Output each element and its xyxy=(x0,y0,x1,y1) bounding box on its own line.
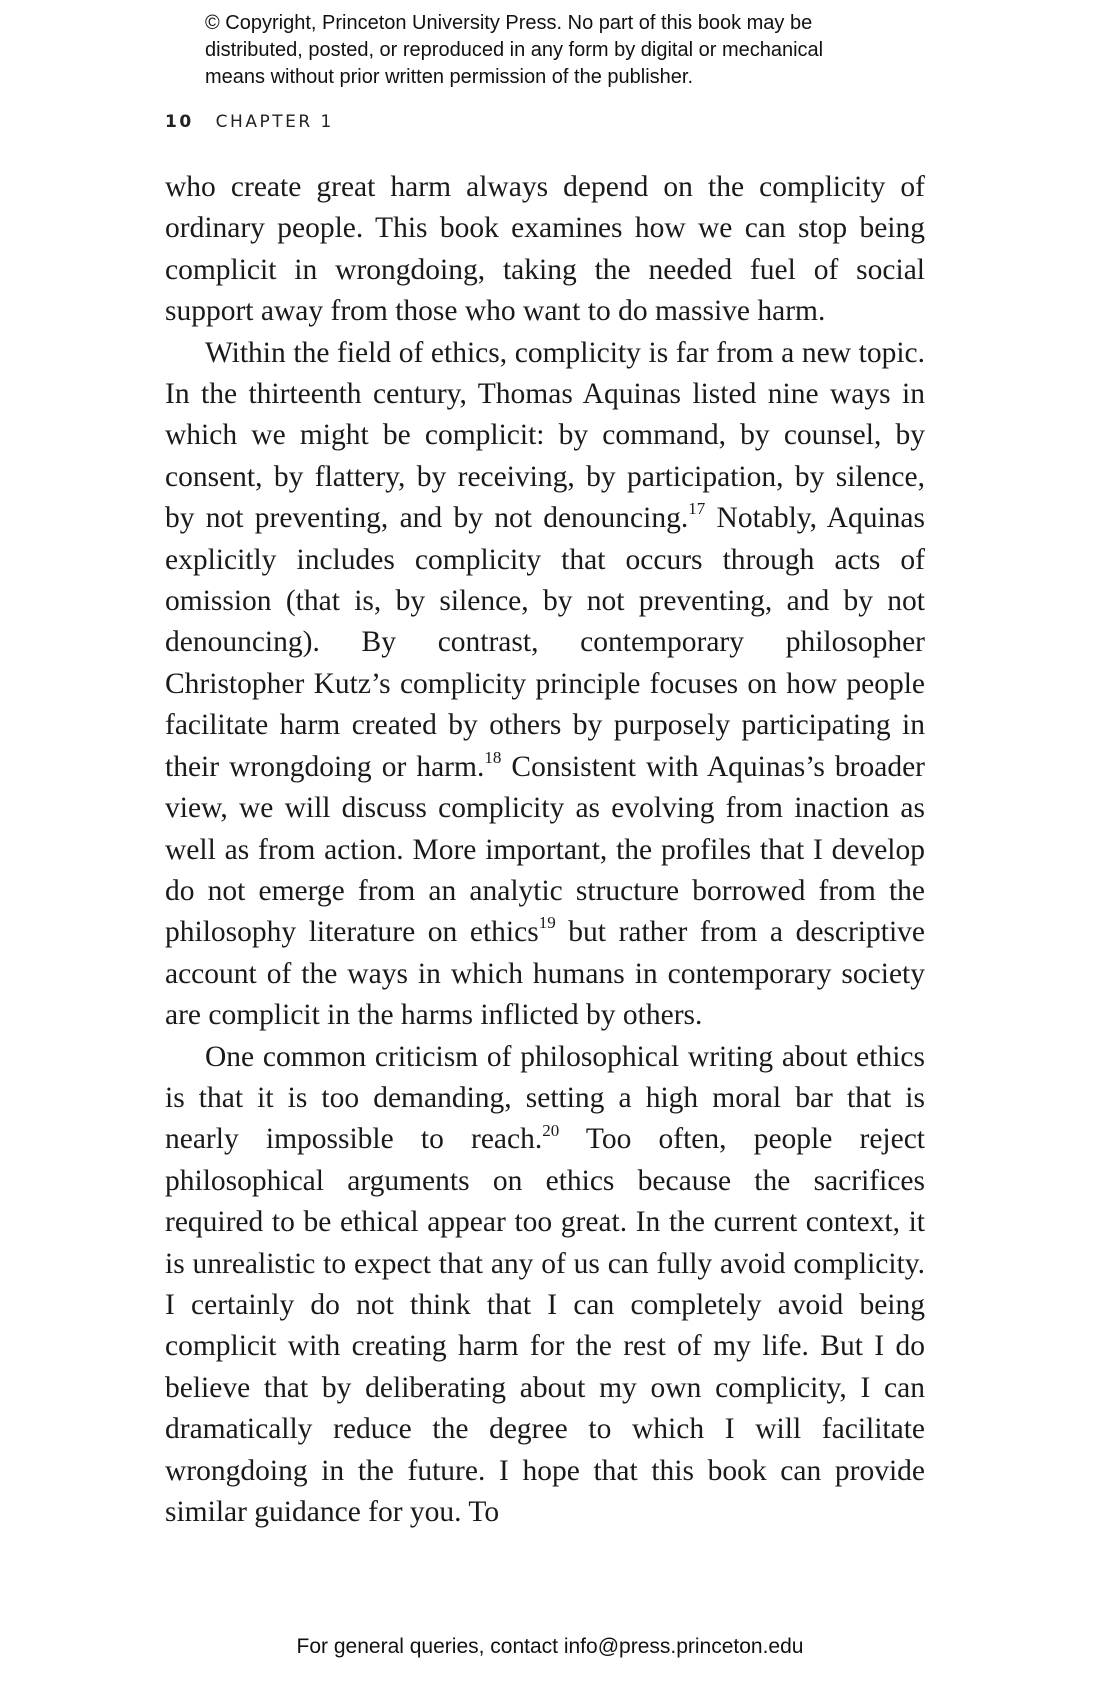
footnote-ref-17[interactable]: 17 xyxy=(688,499,706,519)
running-head xyxy=(165,112,334,132)
footer-contact: For general queries, contact info@press.princeton.edu xyxy=(296,1635,804,1658)
footnote-ref-20[interactable]: 20 xyxy=(542,1120,560,1140)
page-number: 10 xyxy=(165,112,194,132)
paragraph-3 xyxy=(165,1037,925,1534)
paragraph-3-segment-2: Too often, people reject philosophical arguments on ethics because the sacrifices required to be ethical appear too great. In the current context, it is unrealistic to expect that any of us can fully avoid complicity. I certainly do not think that I can completely avoid being complicit with creating harm for the rest of my life. But I do believe that by deliberating about my own complicity, I can dramatically reduce the degree to which I will facilitate wrongdoing in the future. I hope that this book can provide similar guidance for you. To xyxy=(165,1123,925,1528)
footnote-ref-18[interactable]: 18 xyxy=(484,747,502,767)
paragraph-2-segment-3: Consistent with Aquinas’s broader view, we will discuss complicity as evolving from inaction as well as from action. More important, the profiles that I develop do not emerge from an analytic structure borrowed from the philosophy literature on ethics xyxy=(165,750,925,949)
footnote-ref-19[interactable]: 19 xyxy=(538,913,556,933)
copyright-line-1: © Copyright, Princeton University Press. No part of this book may be xyxy=(205,12,813,34)
copyright-notice xyxy=(205,10,1005,91)
paragraph-3-segment-1: One common criticism of philosophical writing about ethics is that it is too demanding, setting a high moral bar that is nearly impossible to reach. xyxy=(165,1040,925,1156)
body-text xyxy=(165,167,925,1533)
paragraph-1-text: who create great harm always depend on the complicity of ordinary people. This book examines how we can stop being complicit in wrongdoing, taking the needed fuel of social support away from those who want to do massive harm. xyxy=(165,171,925,328)
paragraph-2-segment-2: Notably, Aquinas explicitly includes complicity that occurs through acts of omission (that is, by silence, by not preventing, and by not denouncing). By contrast, contemporary philosopher Christopher Kutz’s complicity principle focuses on how people facilitate harm created by others by purposely participating in their wrongdoing or harm. xyxy=(165,502,925,783)
paragraph-2 xyxy=(165,333,925,1037)
chapter-label: CHAPTER 1 xyxy=(215,112,334,132)
copyright-line-2: distributed, posted, or reproduced in any form by digital or mechanical xyxy=(205,39,824,61)
paragraph-1 xyxy=(165,167,925,333)
copyright-line-3: means without prior written permission of the publisher. xyxy=(205,66,694,88)
paragraph-2-segment-1: Within the field of ethics, complicity is far from a new topic. In the thirteenth century, Thomas Aquinas listed nine ways in which we might be complicit: by command, by counsel, by consent, by flattery, by receiving, by participation, by silence, by not preventing, and by not denouncing. xyxy=(165,336,925,535)
paragraph-2-segment-4: but rather from a descriptive account of the ways in which humans in contemporary society are complicit in the harms inflicted by others. xyxy=(165,916,925,1032)
